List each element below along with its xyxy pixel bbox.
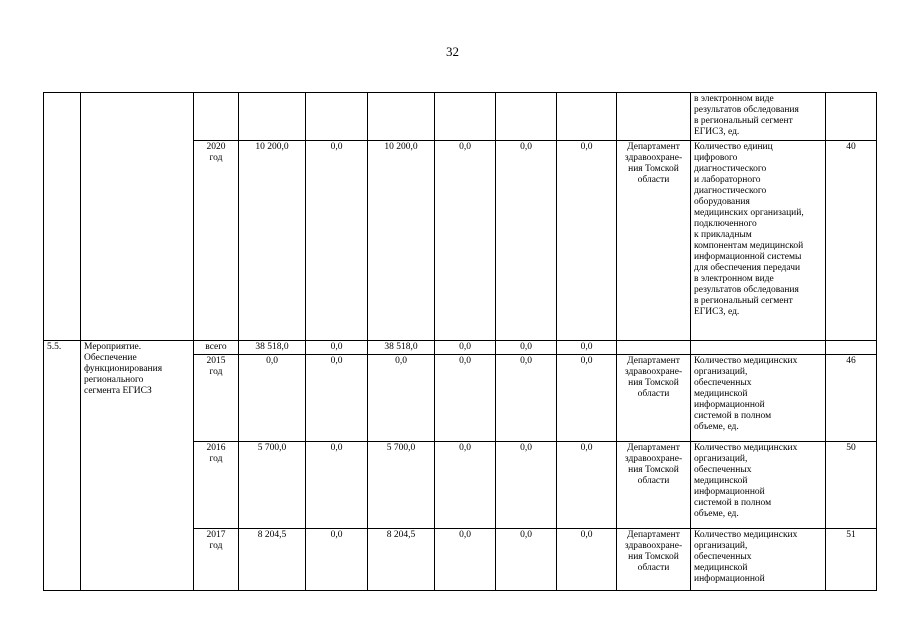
cell-activity-name — [81, 93, 194, 341]
cell-total: 38 518,0 — [239, 341, 306, 355]
cell-institution — [496, 93, 557, 141]
cell-number — [44, 93, 81, 341]
cell-indicator: в электронном виде результатов обследования в региональный сегмент ЕГИСЗ, ед. — [691, 93, 826, 141]
table-row — [44, 93, 877, 141]
cell-year: 2017 год — [194, 529, 239, 591]
cell-regional: 5 700,0 — [368, 442, 435, 529]
cell-indicator: Количество медицинских организаций, обеспеченных медицинской информационной системой в полном объеме, ед. — [691, 355, 826, 442]
cell-other: 0,0 — [557, 341, 617, 355]
cell-regional: 10 200,0 — [368, 141, 435, 341]
cell-federal — [306, 93, 368, 141]
cell-institution: 0,0 — [496, 442, 557, 529]
cell-institution: 0,0 — [496, 355, 557, 442]
cell-total: 5 700,0 — [239, 442, 306, 529]
cell-value — [826, 341, 877, 355]
cell-municipal: 0,0 — [435, 141, 496, 341]
cell-institution: 0,0 — [496, 341, 557, 355]
cell-activity-name: Мероприятие. Обеспечение функционирования регионального сегмента ЕГИСЗ — [81, 341, 194, 591]
cell-indicator: Количество единиц цифрового диагностического и лабораторного диагностического оборудования медицинских организаций, подключенного к прикладным компонентам медицинской информационной системы для обеспечения передачи в электронном виде результатов обследования в региональный сегмент ЕГИСЗ, ед. — [691, 141, 826, 341]
cell-other: 0,0 — [557, 529, 617, 591]
cell-other — [557, 93, 617, 141]
cell-value: 51 — [826, 529, 877, 591]
cell-indicator — [691, 341, 826, 355]
cell-indicator: Количество медицинских организаций, обеспеченных медицинской информационной — [691, 529, 826, 591]
cell-executor: Департамент здравоохране- ния Томской области — [617, 141, 691, 341]
cell-other: 0,0 — [557, 141, 617, 341]
cell-executor — [617, 93, 691, 141]
cell-other: 0,0 — [557, 442, 617, 529]
cell-regional: 38 518,0 — [368, 341, 435, 355]
cell-total: 0,0 — [239, 355, 306, 442]
cell-number: 5.5. — [44, 341, 81, 591]
cell-executor: Департамент здравоохране- ния Томской области — [617, 355, 691, 442]
cell-institution: 0,0 — [496, 529, 557, 591]
cell-federal: 0,0 — [306, 341, 368, 355]
cell-indicator: Количество медицинских организаций, обеспеченных медицинской информационной системой в полном объеме, ед. — [691, 442, 826, 529]
cell-municipal: 0,0 — [435, 529, 496, 591]
cell-municipal: 0,0 — [435, 341, 496, 355]
program-activities-table — [43, 92, 877, 591]
cell-year: всего — [194, 341, 239, 355]
cell-federal: 0,0 — [306, 355, 368, 442]
cell-total: 8 204,5 — [239, 529, 306, 591]
cell-year: 2015 год — [194, 355, 239, 442]
cell-other: 0,0 — [557, 355, 617, 442]
cell-executor — [617, 341, 691, 355]
cell-regional — [368, 93, 435, 141]
cell-total: 10 200,0 — [239, 141, 306, 341]
cell-federal: 0,0 — [306, 529, 368, 591]
cell-year — [194, 93, 239, 141]
cell-value: 46 — [826, 355, 877, 442]
cell-year: 2020 год — [194, 141, 239, 341]
cell-value: 50 — [826, 442, 877, 529]
cell-regional: 0,0 — [368, 355, 435, 442]
cell-municipal — [435, 93, 496, 141]
cell-federal: 0,0 — [306, 442, 368, 529]
cell-executor: Департамент здравоохране- ния Томской области — [617, 529, 691, 591]
cell-regional: 8 204,5 — [368, 529, 435, 591]
cell-year: 2016 год — [194, 442, 239, 529]
cell-municipal: 0,0 — [435, 355, 496, 442]
cell-federal: 0,0 — [306, 141, 368, 341]
page-number: 32 — [446, 44, 459, 59]
cell-executor: Департамент здравоохране- ния Томской области — [617, 442, 691, 529]
cell-value: 40 — [826, 141, 877, 341]
cell-municipal: 0,0 — [435, 442, 496, 529]
cell-value — [826, 93, 877, 141]
table-row — [44, 341, 877, 355]
cell-total — [239, 93, 306, 141]
cell-institution: 0,0 — [496, 141, 557, 341]
